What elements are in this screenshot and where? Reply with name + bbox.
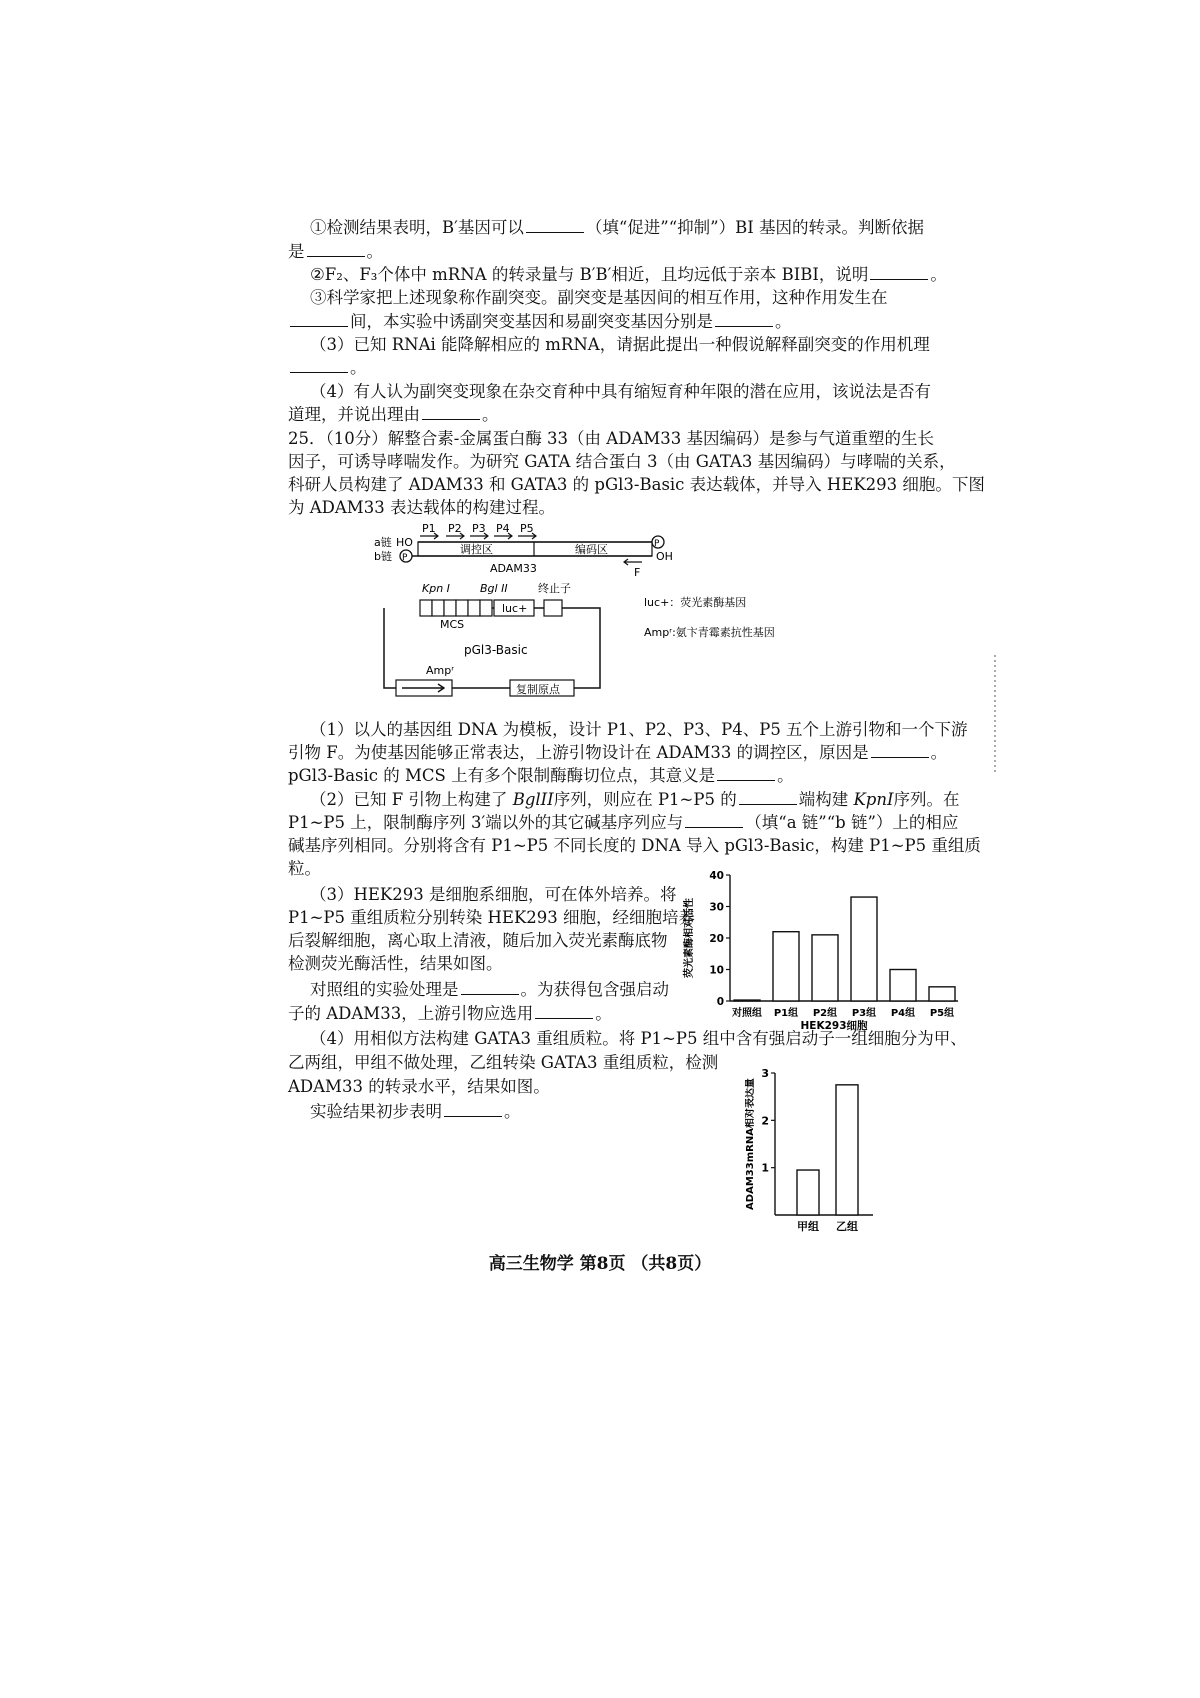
mcs-site <box>456 600 468 616</box>
y-tick-label: 0 <box>716 996 724 1008</box>
b-chain-label: b链 <box>374 550 392 563</box>
oh-label: OH <box>656 550 673 563</box>
x-category-label: P1组 <box>773 1008 799 1019</box>
text-line <box>288 404 948 426</box>
primer-label: P4 <box>496 522 510 535</box>
text-span: 端构建 <box>798 790 854 809</box>
bar <box>773 932 799 1001</box>
bar <box>812 935 838 1001</box>
text-line <box>288 835 981 857</box>
phosphate-a-label: P <box>654 539 660 549</box>
primer-arrows <box>420 522 536 539</box>
answer-blank[interactable] <box>535 1004 593 1019</box>
text-line <box>310 719 970 741</box>
text-span: 粒。 <box>288 859 321 878</box>
text-span: 25．（10分）解整合素-金属蛋白酶 33（由 ADAM33 基因编码）是参与气道重塑的生长 <box>288 429 934 448</box>
text-span: （1）以人的基因组 DNA 为模板，设计 P1、P2、P3、P4、P5 五个上游引物和一个下游 <box>310 720 968 739</box>
text-line <box>310 264 970 286</box>
kpn-label: Kpn I <box>422 582 450 595</box>
text-span: pGl3-Basic 的 MCS 上有多个限制酶酶切位点，其意义是 <box>288 766 716 785</box>
text-span: 。 <box>504 1102 521 1121</box>
plasmid-name-label: pGl3-Basic <box>464 643 528 657</box>
text-span: ③科学家把上述现象称作副突变。副突变是基因间的相互作用，这种作用发生在 <box>310 288 888 307</box>
text-span: P1~P5 重组质粒分别转染 HEK293 细胞，经细胞培养 <box>288 908 696 927</box>
bar <box>851 897 877 1001</box>
text-span: 道理，并说出理由 <box>288 405 420 424</box>
text-span: 引物 F。为使基因能够正常表达，上游引物设计在 ADAM33 的调控区，原因是 <box>288 743 869 762</box>
x-category-label: P2组 <box>812 1008 838 1019</box>
text-line <box>288 357 948 379</box>
text-span: ②F₂、F₃个体中 mRNA 的转录量与 B′B′相近，且均远低于亲本 BIBI，说明 <box>310 265 869 284</box>
text-span: 间，本实验中诱副突变基因和易副突变基因分别是 <box>350 312 713 331</box>
terminator-label: 终止子 <box>538 582 571 595</box>
x-axis-label: HEK293细胞 <box>800 1020 868 1032</box>
y-axis-label: 荧光素酶相对活性 <box>684 898 695 978</box>
legend-luc: luc+：荧光素酶基因 <box>644 596 747 609</box>
ampr-label: Ampʳ <box>426 664 455 677</box>
y-tick-label: 1 <box>761 1161 769 1175</box>
bar <box>734 1000 760 1001</box>
text-span: 科研人员构建了 ADAM33 和 GATA3 的 pGl3-Basic 表达载体，并导入 HEK293 细胞。下图 <box>288 475 985 494</box>
text-span: 子的 ADAM33，上游引物应选用 <box>288 1004 534 1023</box>
mcs-site <box>444 600 456 616</box>
mcs-site <box>480 600 492 616</box>
margin-mark <box>985 655 1005 775</box>
adam33-mrna-chart <box>745 1060 905 1235</box>
x-category-label: 乙组 <box>836 1220 858 1233</box>
text-span: 。 <box>366 242 383 261</box>
text-span: （填“促进”“抑制”）BI 基因的转录。判断依据 <box>585 218 925 237</box>
construction-diagram <box>360 518 880 718</box>
text-span: 。 <box>595 1004 612 1023</box>
luciferase-activity-chart <box>680 866 970 1036</box>
page-footer: 高三生物学 第8页 （共8页） <box>488 1254 712 1274</box>
text-line <box>288 451 956 473</box>
x-category-label: 对照组 <box>732 1008 762 1019</box>
primer-label: P5 <box>520 522 534 535</box>
a-chain-label: a链 <box>374 536 392 549</box>
answer-blank[interactable] <box>717 766 775 781</box>
answer-blank[interactable] <box>290 312 348 327</box>
text-span: 。 <box>775 312 792 331</box>
mcs-site <box>468 600 480 616</box>
text-span: ①检测结果表明，B′基因可以 <box>310 218 524 237</box>
legend-amp: Ampʳ:氨卞青霉素抗性基因 <box>644 626 775 639</box>
text-line <box>310 217 970 239</box>
text-span: 因子，可诱导哮喘发作。为研究 GATA 结合蛋白 3（由 GATA3 基因编码）与哮喘的关系， <box>288 452 956 471</box>
bar <box>836 1085 858 1215</box>
text-span: 。 <box>777 766 794 785</box>
answer-blank[interactable] <box>307 242 365 257</box>
text-span: 碱基序列相同。分别将含有 P1~P5 不同长度的 DNA 导入 pGl3-Basic，构建 P1~P5 重组质 <box>288 836 981 855</box>
text-span: （4）用相似方法构建 GATA3 重组质粒。将 P1~P5 组中含有强启动子一组细胞分为甲、 <box>310 1029 967 1048</box>
answer-blank[interactable] <box>422 405 480 420</box>
x-category-label: P3组 <box>851 1008 877 1019</box>
text-span: P1~P5 上，限制酶序列 3′端以外的其它碱基序列应与 <box>288 813 684 832</box>
answer-blank[interactable] <box>871 743 929 758</box>
y-tick-label: 10 <box>709 964 724 977</box>
bgl-label: Bgl II <box>480 582 508 595</box>
text-line <box>288 765 948 787</box>
ori-label: 复制原点 <box>516 683 560 696</box>
text-line <box>288 497 948 519</box>
y-tick-label: 30 <box>709 901 724 914</box>
luc-label: luc+ <box>502 602 528 615</box>
text-span: 是 <box>288 242 305 261</box>
text-span: 。为获得包含强启动 <box>520 980 669 999</box>
text-span: （3）已知 RNAi 能降解相应的 mRNA，请据此提出一种假说解释副突变的作用机理 <box>310 335 930 354</box>
mcs-site <box>432 600 444 616</box>
y-tick-label: 20 <box>709 933 724 945</box>
text-span: （2）已知 F 引物上构建了 <box>310 790 513 809</box>
text-span: BglII <box>512 790 554 809</box>
text-span: KpnI <box>853 790 894 809</box>
text-span: （4）有人认为副突变现象在杂交育种中具有缩短育种年限的潜在应用，该说法是否有 <box>310 382 931 401</box>
text-span: 。 <box>482 405 499 424</box>
y-tick-label: 40 <box>709 870 724 882</box>
text-span: 。 <box>930 743 948 762</box>
mcs-site <box>420 600 432 616</box>
text-span: 检测荧光酶活性，结果如图。 <box>288 954 503 973</box>
bar <box>929 987 955 1001</box>
x-category-label: P5组 <box>929 1008 955 1019</box>
primer-label: P2 <box>448 522 462 535</box>
f-primer-label: F <box>634 566 641 579</box>
text-line <box>288 428 948 450</box>
text-span: 序列。在 <box>893 790 960 809</box>
ho-label: HO <box>396 536 413 549</box>
text-span: （3）HEK293 是细胞系细胞，可在体外培养。将 <box>310 885 677 904</box>
text-span: 序列，则应在 P1~P5 的 <box>553 790 737 809</box>
x-category-label: P4组 <box>890 1008 916 1019</box>
gene-region-box <box>418 542 652 556</box>
y-tick-label: 2 <box>761 1114 769 1128</box>
answer-blank[interactable] <box>739 790 797 805</box>
y-tick-label: 3 <box>761 1067 769 1080</box>
text-line <box>288 742 948 764</box>
regulatory-region-label: 调控区 <box>460 543 493 556</box>
answer-blank[interactable] <box>715 312 773 327</box>
bar <box>797 1170 819 1215</box>
answer-blank[interactable] <box>444 1102 502 1117</box>
text-line <box>310 287 970 309</box>
primer-label: P3 <box>472 522 486 535</box>
coding-region-label: 编码区 <box>575 543 608 556</box>
answer-blank[interactable] <box>526 218 584 233</box>
text-span: 对照组的实验处理是 <box>310 980 459 999</box>
text-span: ADAM33 的转录水平，结果如图。 <box>288 1077 550 1096</box>
text-span: （填“a 链”“b 链”）上的相应 <box>745 813 959 832</box>
y-axis-label: ADAM33mRNA相对表达量 <box>745 1078 756 1210</box>
text-span: 。 <box>350 358 367 377</box>
text-line <box>288 812 959 834</box>
text-line <box>288 474 985 496</box>
answer-blank[interactable] <box>290 358 348 373</box>
text-span: 乙两组，甲组不做处理，乙组转染 GATA3 重组质粒，检测 <box>288 1053 719 1072</box>
text-line <box>288 241 948 263</box>
terminator-box <box>544 600 562 616</box>
answer-blank[interactable] <box>461 980 519 995</box>
text-line <box>288 311 948 333</box>
answer-blank[interactable] <box>870 265 928 280</box>
text-span: 后裂解细胞，离心取上清液，随后加入荧光素酶底物 <box>288 931 668 950</box>
mcs-label: MCS <box>440 618 465 631</box>
answer-blank[interactable] <box>685 813 743 828</box>
primer-label: P1 <box>422 522 436 535</box>
text-span: 。 <box>930 265 947 284</box>
x-category-label: 甲组 <box>797 1220 819 1233</box>
text-line <box>310 381 970 403</box>
bar <box>890 970 916 1002</box>
text-line <box>310 334 970 356</box>
phosphate-b-label: P <box>402 553 408 563</box>
text-span: 实验结果初步表明 <box>310 1102 442 1121</box>
gene-name-label: ADAM33 <box>490 562 537 575</box>
text-span: 为 ADAM33 表达载体的构建过程。 <box>288 498 555 517</box>
text-line <box>310 789 970 811</box>
